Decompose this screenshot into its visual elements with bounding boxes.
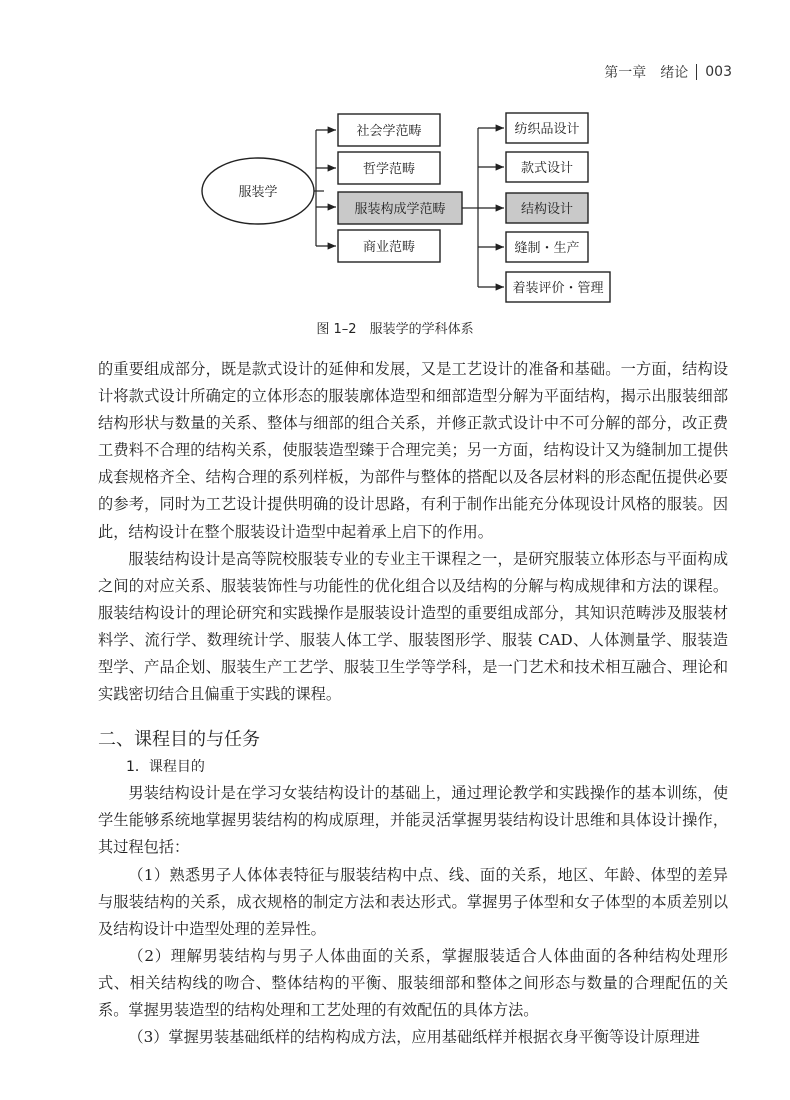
level2-label: 着装评价・管理 (512, 281, 604, 296)
level2-label: 结构设计 (520, 202, 574, 217)
level1-node-highlighted (338, 192, 462, 224)
subsection-title: 1．课程目的 (126, 759, 205, 776)
level2-label: 款式设计 (520, 161, 574, 176)
discipline-diagram (0, 0, 790, 320)
level2-node (506, 152, 588, 182)
level2-node (506, 272, 610, 302)
level2-node (506, 113, 588, 143)
level2-node (506, 232, 588, 262)
level1-node (338, 152, 440, 184)
body-text (98, 356, 728, 1051)
level1-node (338, 230, 440, 262)
level1-node (338, 114, 440, 146)
list-item: （1）熟悉男子人体体表特征与服装结构中点、线、面的关系，地区、年龄、体型的差异与服装结构的关系，成衣规格的制定方法和表达形式。掌握男子体型和女子体型的本质差别以及结构设计中造型处理的差异性。 (98, 865, 728, 938)
list-item: （3）掌握男装基础纸样的结构构成方法，应用基础纸样并根据衣身平衡等设计原理进 (128, 1028, 700, 1047)
level1-label: 服装构成学范畴 (354, 202, 446, 217)
paragraph: 男装结构设计是在学习女装结构设计的基础上，通过理论教学和实践操作的基本训练，使学生能够系统地掌握男装结构的构成原理，并能灵活掌握男装结构设计思维和具体设计操作，其过程包括： (98, 784, 728, 857)
paragraph: 服装结构设计是高等院校服装专业的专业主干课程之一，是研究服装立体形态与平面构成之间的对应关系、服装装饰性与功能性的优化组合以及结构的分解与构成规律和方法的课程。服装结构设计的理论研究和实践操作是服装设计造型的重要组成部分，其知识范畴涉及服装材料学、流行学、数理统计学、服装人体工学、服装图形学、服装 CAD、人体测量学、服装造型学、产品企划、服装生产工艺学、服装卫生学等学科，是一门艺术和技术相互融合、理论和实践密切结合且偏重于实践的课程。 (98, 549, 728, 704)
paragraph: 的重要组成部分，既是款式设计的延伸和发展，又是工艺设计的准备和基础。一方面，结构设计将款式设计所确定的立体形态的服装廓体造型和细部造型分解为平面结构，揭示出服装细部结构形状与数量的关系、整体与细部的组合关系，并修正款式设计中不可分解的部分，改正费工费料不合理的结构关系，使服装造型臻于合理完美；另一方面，结构设计又为缝制加工提供成套规格齐全、结构合理的系列样板，为部件与整体的搭配以及各层材料的形态配伍提供必要的参考，同时为工艺设计提供明确的设计思路，有利于制作出能充分体现设计风格的服装。因此，结构设计在整个服装设计造型中起着承上启下的作用。 (98, 360, 728, 541)
figure-caption: 图 1–2 服装学的学科体系 (316, 322, 474, 337)
page-number: 003 (705, 64, 732, 80)
level2-label: 纺织品设计 (514, 122, 580, 137)
branch-connectors (462, 128, 504, 287)
level2-label: 缝制・生产 (514, 241, 580, 256)
level2-node-highlighted (506, 193, 588, 223)
root-label: 服装学 (238, 185, 278, 200)
level1-label: 商业范畴 (362, 240, 416, 255)
root-connectors (314, 130, 336, 246)
level1-label: 社会学范畴 (356, 124, 422, 139)
list-item: （2）理解男装结构与男子人体曲面的关系，掌握服装适合人体曲面的各种结构处理形式、相关结构线的吻合、整体结构的平衡、服装细部和整体之间形态与数量的合理配伍的关系。掌握男装造型的结构处理和工艺处理的有效配伍的具体方法。 (98, 946, 728, 1019)
level1-label: 哲学范畴 (362, 162, 416, 177)
chapter-title: 第一章 绪论 (604, 65, 689, 81)
section-title: 二、课程目的与任务 (98, 729, 260, 751)
